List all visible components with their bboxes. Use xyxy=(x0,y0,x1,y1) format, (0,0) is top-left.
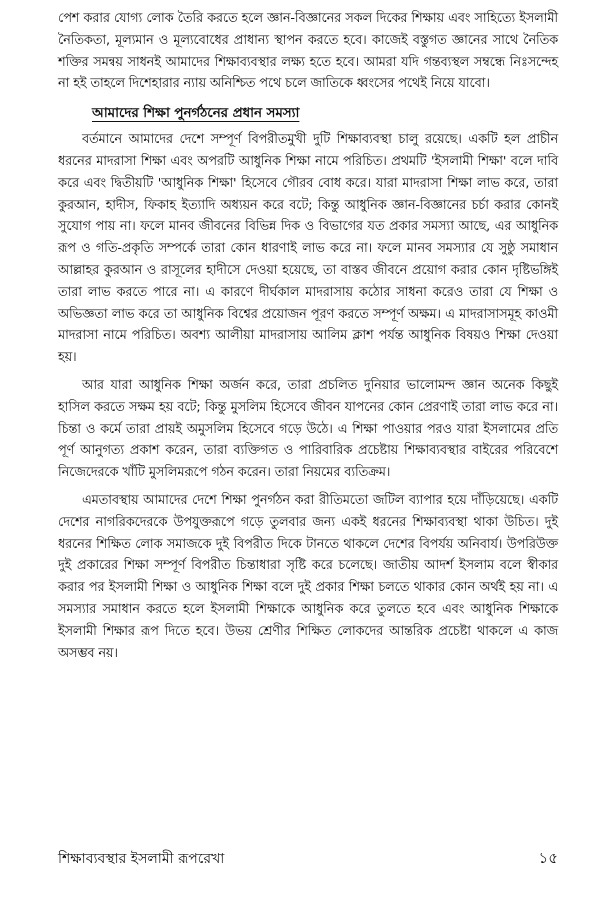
page-body xyxy=(58,8,558,664)
paragraph-3: আর যারা আধুনিক শিক্ষা অর্জন করে, তারা প্রচলিত দুনিয়ার ভালোমন্দ জ্ঞান অনেক কিছুই হাসিল করতে সক্ষম হয় বটে; কিন্তু মুসলিম হিসেবে জীবন যাপনের কোন প্রেরণাই তারা লাভ করে না। চিন্তা ও কর্মে তারা প্রায়ই অমুসলিম হিসেবে গড়ে উঠে। এ শিক্ষা পাওয়ার পরও যারা ইসলামের প্রতি পূর্ণ আনুগত্য প্রকাশ করেন, তারা ব্যক্তিগত ও পারিবারিক প্রচেষ্টায় শিক্ষাব্যবস্থার বাইরের পরিবেশে নিজেদেরকে খাঁটি মুসলিমরূপে গঠন করেন। তারা নিয়মের ব্যতিক্রম। xyxy=(58,377,558,481)
section-heading: আমাদের শিক্ষা পুনর্গঠনের প্রধান সমস্যা xyxy=(92,105,300,122)
paragraph-2: বর্তমানে আমাদের দেশে সম্পূর্ণ বিপরীতমুখী দুটি শিক্ষাব্যবস্থা চালু রয়েছে। একটি হল প্রাচীন ধরনের মাদরাসা শিক্ষা এবং অপরটি আধুনিক শিক্ষা নামে পরিচিত। প্রথমটি 'ইসলামী শিক্ষা' বলে দাবি করে এবং দ্বিতীয়টি 'আধুনিক শিক্ষা' হিসেবে গৌরব বোধ করে। যারা মাদরাসা শিক্ষা লাভ করে, তারা কুরআন, হাদীস, ফিকাহ ইত্যাদি অধ্যয়ন করে বটে; কিন্তু আধুনিক জ্ঞান-বিজ্ঞানের চর্চা করার কোনই সুযোগ পায় না। ফলে মানব জীবনের বিভিন্ন দিক ও বিভাগের যত প্রকার সমস্যা আছে, এর আধুনিক রূপ ও গতি-প্রকৃতি সম্পর্কে তারা কোন ধারণাই লাভ করে না। ফলে মানব সমস্যার যে সুষ্ঠু সমাধান আল্লাহর কুরআন ও রাসূলের হাদীসে দেওয়া হয়েছে, তা বাস্তব জীবনে প্রয়োগ করার কোন দৃষ্টিভঙ্গিই তারা লাভ করতে পারে না। এ কারণে দীর্ঘকাল মাদরাসায় কঠোর সাধনা করেও তারা যে শিক্ষা ও অভিজ্ঞতা লাভ করে তা আধুনিক বিশ্বের প্রয়োজন পূরণ করতে সম্পূর্ণ অক্ষম। এ মাদরাসাসমূহ কাওমী মাদরাসা নামে পরিচিত। অবশ্য আলীয়া মাদরাসায় আলিম ক্লাশ পর্যন্ত আধুনিক বিষয়ও শিক্ষা দেওয়া হয়। xyxy=(58,132,558,366)
paragraph-1: পেশ করার যোগ্য লোক তৈরি করতে হলে জ্ঞান-বিজ্ঞানের সকল দিকের শিক্ষায় এবং সাহিত্যে ইসলামী নৈতিকতা, মূল্যমান ও মূল্যবোধের প্রাধান্য স্থাপন করতে হবে। কাজেই বস্তুগত জ্ঞানের সাথে নৈতিক শক্তির সমন্বয় সাধনই আমাদের শিক্ষাব্যবস্থার লক্ষ্য হতে হবে। আমরা যদি গন্তব্যস্থল সম্বন্ধে নিঃসন্দেহ না হই তাহলে দিশেহারার ন্যায় অনিশ্চিত পথে চলে জাতিকে ধ্বংসের পথেই নিয়ে যাবো। xyxy=(58,11,558,92)
book-title: শিক্ষাব্যবস্থার ইসলামী রূপরেখা xyxy=(58,851,225,867)
paragraph-4: এমতাবস্থায় আমাদের দেশে শিক্ষা পুনর্গঠন করা রীতিমতো জটিল ব্যাপার হয়ে দাঁড়িয়েছে। একটি দেশের নাগরিকদেরকে উপযুক্তরূপে গড়ে তুলবার জন্য একই ধরনের শিক্ষাব্যবস্থা থাকা উচিত। দুই ধরনের শিক্ষিত লোক সমাজকে দুই বিপরীত দিকে টানতে থাকলে দেশের বিপর্যয় অনিবার্য। উপরিউক্ত দুই প্রকারের শিক্ষা সম্পূর্ণ বিপরীত চিন্তাধারা সৃষ্টি করে চলেছে। জাতীয় আদর্শ ইসলাম বলে স্বীকার করার পর ইসলামী শিক্ষা ও আধুনিক শিক্ষা বলে দুই প্রকার শিক্ষা চলতে থাকার কোন অর্থই হয় না। এ সমস্যার সমাধান করতে হলে ইসলামী শিক্ষাকে আধুনিক করে তুলতে হবে এবং আধুনিক শিক্ষাকে ইসলামী শিক্ষার রূপ দিতে হবে। উভয় শ্রেণীর শিক্ষিত লোকদের আন্তরিক প্রচেষ্টা থাকলে এ কাজ অসম্ভব নয়। xyxy=(58,492,558,661)
page-footer xyxy=(58,847,558,872)
page-number: ১৫ xyxy=(538,849,558,867)
